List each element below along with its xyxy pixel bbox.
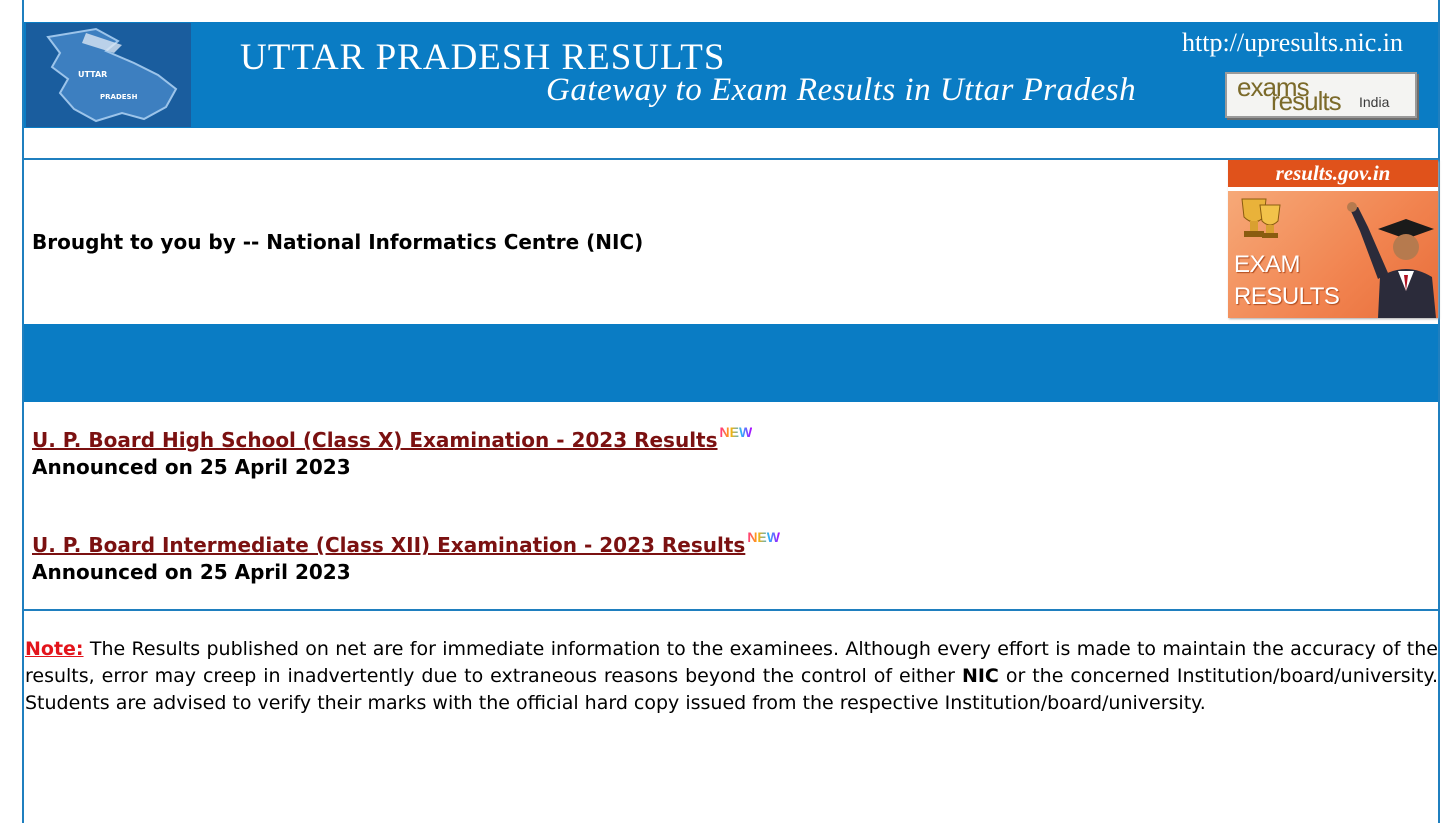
badge-word-india: India xyxy=(1359,94,1390,110)
page-frame xyxy=(22,0,1440,823)
caption-results: RESULTS xyxy=(1234,283,1340,310)
announced-class-xii: Announced on 25 April 2023 xyxy=(32,560,351,584)
exams-results-india-logo[interactable] xyxy=(1225,72,1417,118)
brought-by-text: Brought to you by -- National Informatics Centre (NIC) xyxy=(32,230,644,254)
header-banner xyxy=(24,22,1438,128)
up-state-logo xyxy=(26,23,191,127)
result-link-class-x-label: U. P. Board High School (Class X) Examination - 2023 Results xyxy=(32,428,718,452)
result-link-class-xii[interactable] xyxy=(32,529,780,557)
logo-text-uttar: UTTAR xyxy=(78,70,108,79)
new-badge-icon: NEW xyxy=(747,529,780,545)
badge-word-results: results xyxy=(1271,86,1341,116)
result-link-class-x[interactable] xyxy=(32,424,753,452)
trophy-icon xyxy=(1242,199,1280,238)
exam-results-caption xyxy=(1234,249,1339,313)
note-text-2: or the concerned Institution/board/university. Students are advised to verify their marks with the official hard copy issued from the respective Institution/board/university. xyxy=(25,665,1438,714)
separator-line xyxy=(24,609,1438,611)
site-title: UTTAR PRADESH RESULTS xyxy=(240,37,726,78)
result-link-class-xii-label: U. P. Board Intermediate (Class XII) Examination - 2023 Results xyxy=(32,533,746,557)
badge-word-exams: exams xyxy=(1237,72,1309,102)
exam-results-image xyxy=(1228,191,1438,318)
caption-exam: EXAM xyxy=(1234,251,1301,278)
blue-divider-band xyxy=(24,324,1438,402)
note-text-1: The Results published on net are for immediate information to the examinees. Although every effort is made to maintain the accuracy of the results, error may creep in inadvertently due to extraneous reasons beyond the control of either xyxy=(25,638,1438,687)
new-badge-icon: NEW xyxy=(719,424,753,440)
site-url[interactable]: http://upresults.nic.in xyxy=(1182,28,1403,57)
site-tagline: Gateway to Exam Results in Uttar Pradesh xyxy=(546,72,1137,108)
disclaimer-note xyxy=(25,636,1438,717)
results-gov-heading: results.gov.in xyxy=(1228,160,1438,187)
results-gov-banner[interactable] xyxy=(1228,160,1438,318)
note-nic: NIC xyxy=(961,665,999,687)
note-label: Note: xyxy=(25,638,84,660)
announced-class-x: Announced on 25 April 2023 xyxy=(32,455,351,479)
graduate-icon xyxy=(1347,202,1436,318)
logo-text-pradesh: PRADESH xyxy=(100,93,138,101)
separator-line xyxy=(24,158,1438,160)
